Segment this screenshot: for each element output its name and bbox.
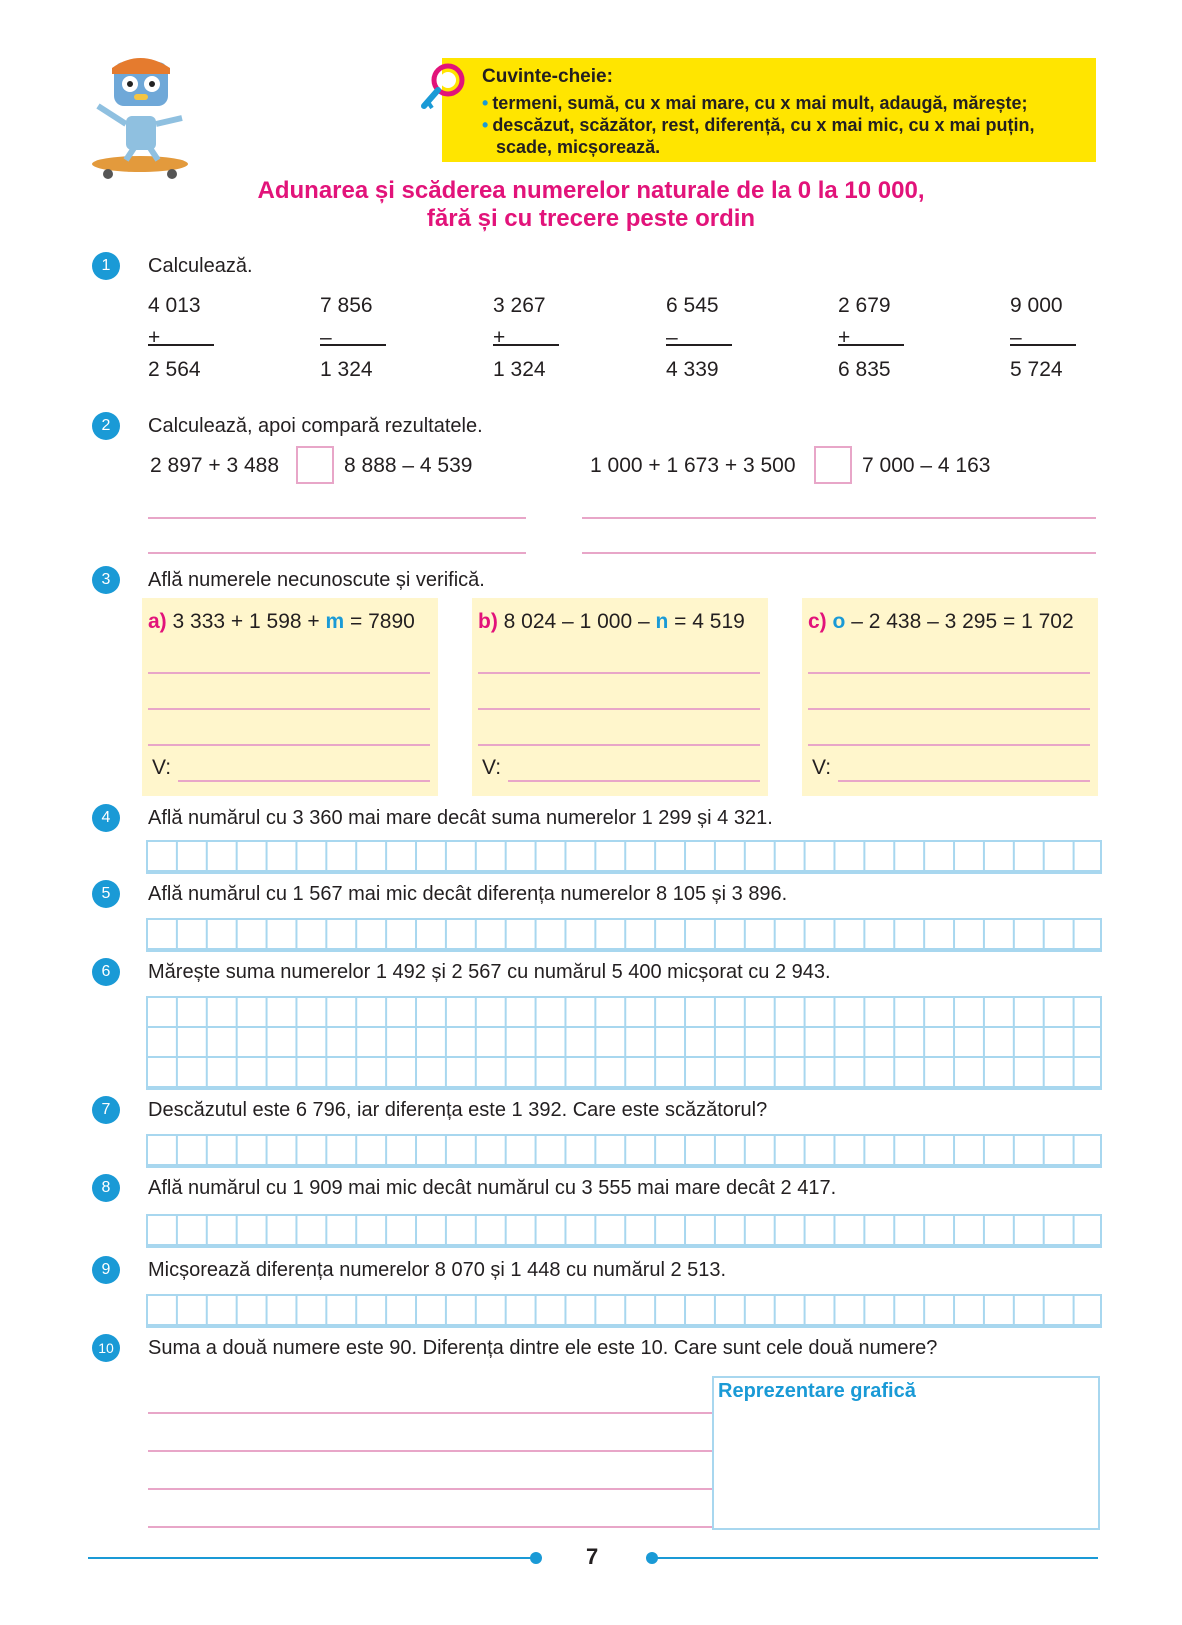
exercise-10-text: Suma a două numere este 90. Diferența dintre ele este 10. Care sunt cele două numere? bbox=[148, 1337, 938, 1359]
exercise-4-text: Află numărul cu 3 360 mai mare decât suma numerelor 1 299 și 4 321. bbox=[148, 807, 773, 829]
equation-c: c) o – 2 438 – 3 295 = 1 702 bbox=[808, 610, 1074, 633]
exercise-number-7: 7 bbox=[92, 1096, 120, 1124]
exercise-number-8: 8 bbox=[92, 1174, 120, 1202]
answer-line[interactable] bbox=[808, 708, 1090, 710]
magnifier-key-icon bbox=[418, 62, 470, 114]
answer-grid-5[interactable] bbox=[146, 918, 1102, 952]
equation-b: b) 8 024 – 1 000 – n = 4 519 bbox=[478, 610, 745, 633]
graphic-representation-title: Reprezentare grafică bbox=[718, 1380, 916, 1402]
compare-box-right[interactable] bbox=[814, 446, 852, 484]
answer-line[interactable] bbox=[148, 517, 526, 519]
footer-line-right bbox=[652, 1557, 1098, 1559]
keywords-title: Cuvinte-cheie: bbox=[482, 66, 613, 87]
answer-grid-7[interactable] bbox=[146, 1134, 1102, 1168]
answer-line[interactable] bbox=[808, 744, 1090, 746]
verify-line-a[interactable] bbox=[178, 780, 430, 782]
footer-line-left bbox=[88, 1557, 536, 1559]
exercise-9-text: Micșorează diferența numerelor 8 070 și 1 448 cu numărul 2 513. bbox=[148, 1259, 727, 1281]
page-number: 7 bbox=[586, 1544, 599, 1569]
exercise-7-text: Descăzutul este 6 796, iar diferența este 1 392. Care este scăzătorul? bbox=[148, 1099, 768, 1121]
page-title-line-1: Adunarea și scăderea numerelor naturale de la 0 la 10 000, bbox=[257, 177, 925, 204]
answer-line[interactable] bbox=[582, 552, 1096, 554]
answer-grid-4[interactable] bbox=[146, 840, 1102, 874]
exercise-number-5: 5 bbox=[92, 880, 120, 908]
exercise-number-3: 3 bbox=[92, 566, 120, 594]
answer-line[interactable] bbox=[478, 672, 760, 674]
compare-right-a: 1 000 + 1 673 + 3 500 bbox=[590, 454, 796, 477]
verify-line-c[interactable] bbox=[838, 780, 1090, 782]
verify-line-b[interactable] bbox=[508, 780, 760, 782]
operation-6: 9 000 – 5 724 bbox=[1010, 290, 1076, 346]
exercise-number-2: 2 bbox=[92, 412, 120, 440]
keywords-line-3: scade, micșorează. bbox=[496, 137, 661, 157]
compare-right-b: 7 000 – 4 163 bbox=[862, 454, 991, 477]
exercise-5-text: Află numărul cu 1 567 mai mic decât diferența numerelor 8 105 și 3 896. bbox=[148, 883, 788, 905]
answer-line[interactable] bbox=[582, 517, 1096, 519]
answer-line[interactable] bbox=[148, 1488, 712, 1490]
compare-box-left[interactable] bbox=[296, 446, 334, 484]
operation-1: 4 013 + 2 564 bbox=[148, 290, 214, 346]
operation-2: 7 856 – 1 324 bbox=[320, 290, 386, 346]
answer-line[interactable] bbox=[148, 708, 430, 710]
exercise-2-text: Calculează, apoi compară rezultatele. bbox=[148, 415, 483, 437]
exercise-number-6: 6 bbox=[92, 958, 120, 986]
exercise-8-text: Află numărul cu 1 909 mai mic decât numărul cu 3 555 mai mare decât 2 417. bbox=[148, 1177, 837, 1199]
keywords-line-2: • descăzut, scăzător, rest, diferență, cu x mai mic, cu x mai puțin, bbox=[482, 115, 1035, 135]
answer-line[interactable] bbox=[808, 672, 1090, 674]
exercise-1-text: Calculează. bbox=[148, 255, 253, 277]
operation-5: 2 679 + 6 835 bbox=[838, 290, 904, 346]
answer-line[interactable] bbox=[148, 672, 430, 674]
verify-label-c: V: bbox=[812, 756, 832, 779]
answer-grid-6[interactable] bbox=[146, 996, 1102, 1090]
exercise-6-text: Mărește suma numerelor 1 492 și 2 567 cu numărul 5 400 micșorat cu 2 943. bbox=[148, 961, 831, 983]
verify-label-b: V: bbox=[482, 756, 502, 779]
answer-line[interactable] bbox=[478, 744, 760, 746]
operation-4: 6 545 – 4 339 bbox=[666, 290, 732, 346]
answer-grid-9[interactable] bbox=[146, 1294, 1102, 1328]
answer-line[interactable] bbox=[148, 552, 526, 554]
answer-line[interactable] bbox=[478, 708, 760, 710]
answer-line[interactable] bbox=[148, 744, 430, 746]
verify-label-a: V: bbox=[152, 756, 172, 779]
equation-a: a) 3 333 + 1 598 + m = 7890 bbox=[148, 610, 415, 633]
compare-left-b: 8 888 – 4 539 bbox=[344, 454, 473, 477]
exercise-number-4: 4 bbox=[92, 804, 120, 832]
answer-line[interactable] bbox=[148, 1450, 712, 1452]
exercise-3-text: Află numerele necunoscute și verifică. bbox=[148, 569, 485, 591]
exercise-number-9: 9 bbox=[92, 1256, 120, 1284]
keywords-line-1: • termeni, sumă, cu x mai mare, cu x mai mult, adaugă, mărește; bbox=[482, 93, 1028, 113]
exercise-number-10: 10 bbox=[92, 1334, 120, 1362]
exercise-number-1: 1 bbox=[92, 252, 120, 280]
answer-grid-8[interactable] bbox=[146, 1214, 1102, 1248]
operation-3: 3 267 + 1 324 bbox=[493, 290, 559, 346]
page-title-line-2: fără și cu trecere peste ordin bbox=[426, 205, 756, 232]
answer-line[interactable] bbox=[148, 1412, 712, 1414]
compare-left-a: 2 897 + 3 488 bbox=[150, 454, 280, 477]
answer-line[interactable] bbox=[148, 1526, 712, 1528]
footer-dot-left bbox=[530, 1552, 542, 1564]
robot-mascot-illustration bbox=[84, 52, 196, 182]
